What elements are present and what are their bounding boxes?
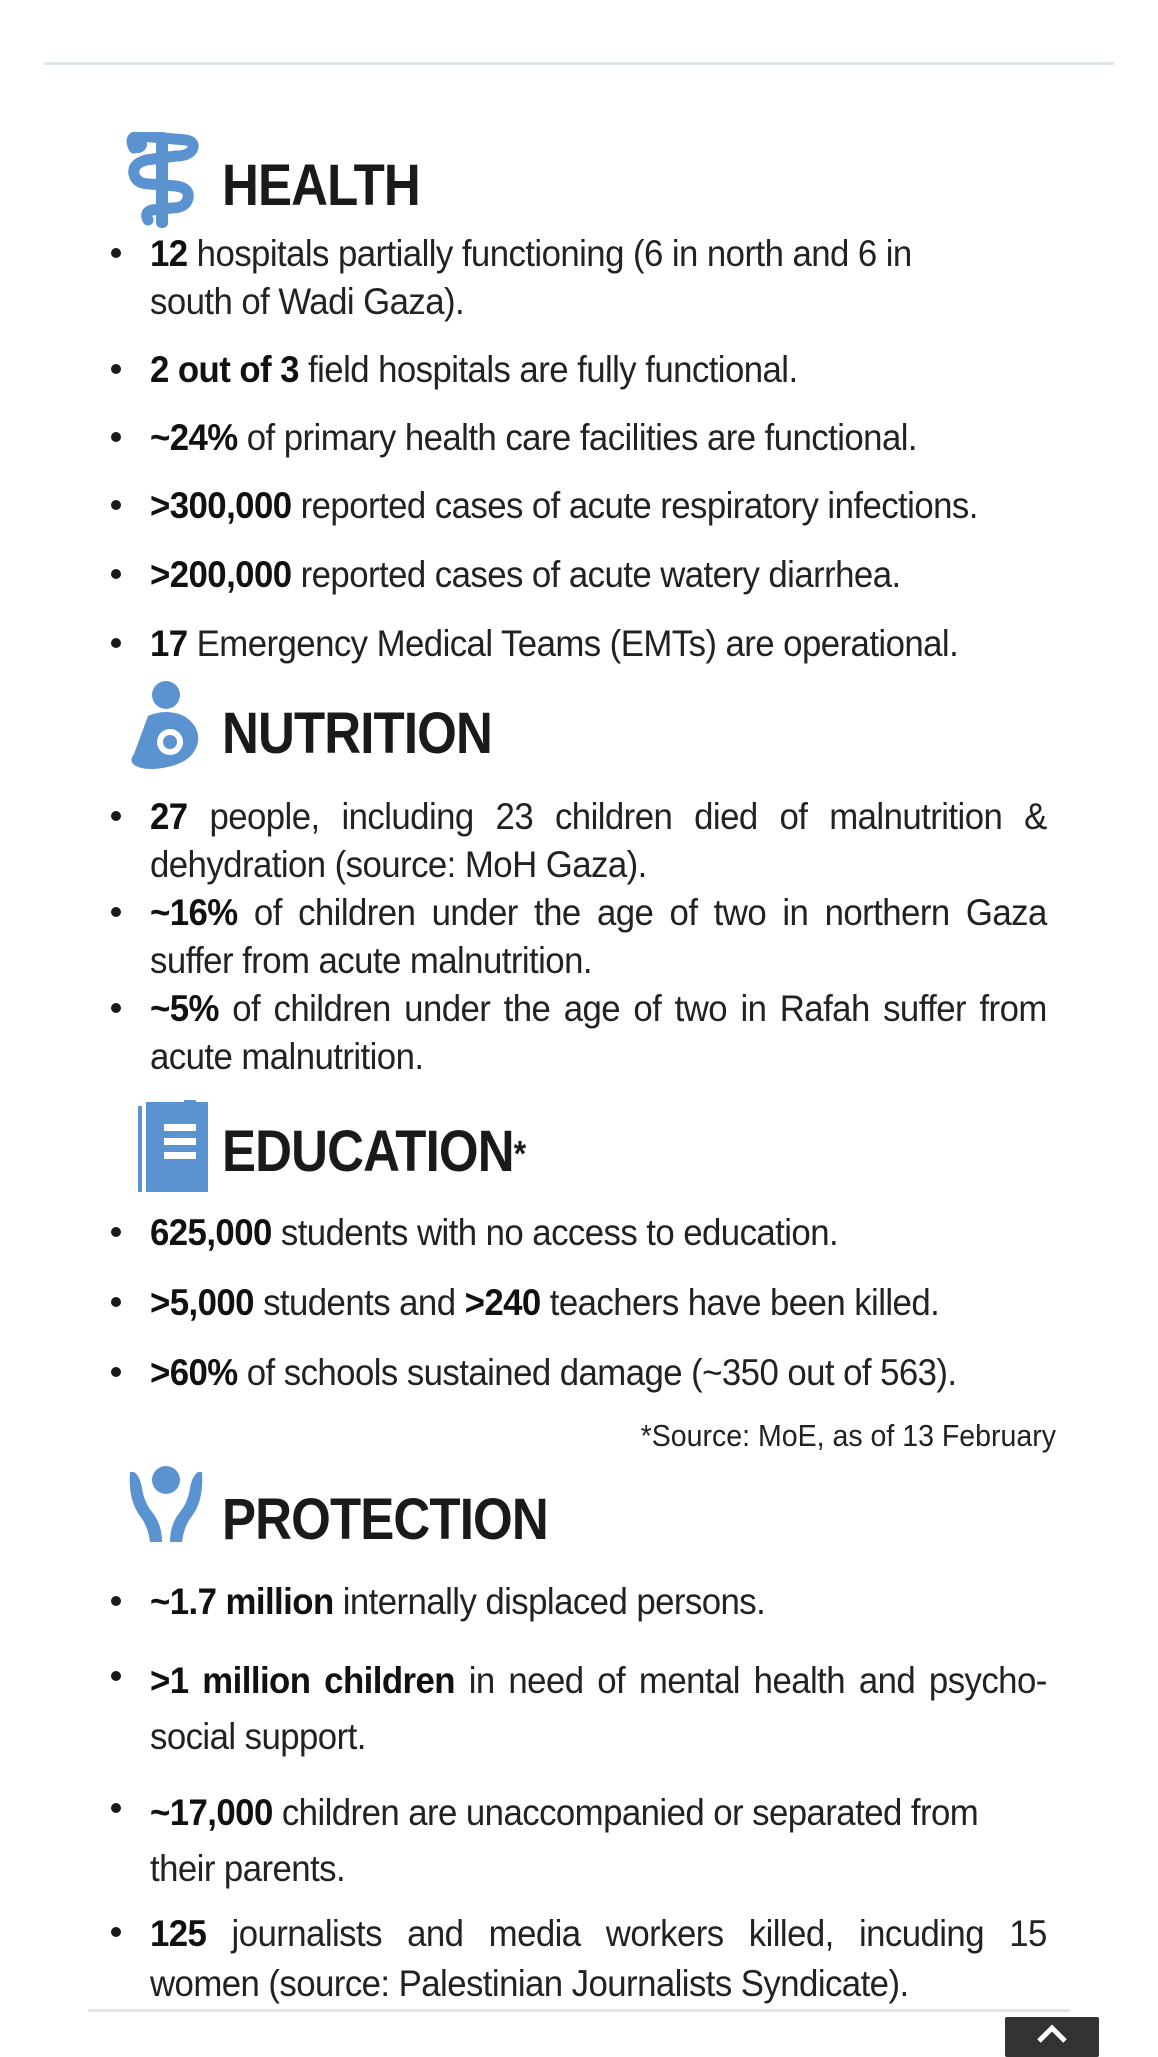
item-text: [150, 1653, 1047, 1765]
item-text: [150, 551, 996, 599]
top-divider: [44, 62, 1114, 65]
item-value: 12: [150, 233, 188, 274]
bullet: [111, 1003, 121, 1013]
item-description: journalists and media workers killed, incuding 15 women (source: Palestinian Journalists Syndicate).: [150, 1913, 1047, 2004]
item-text: [150, 1279, 996, 1327]
bullet: [111, 1803, 121, 1813]
item-value: >300,000: [150, 485, 292, 526]
bullet: [111, 1367, 121, 1377]
protection-title: PROTECTION: [222, 1487, 548, 1552]
bullet: [111, 364, 121, 374]
item-text: [150, 1209, 996, 1257]
protection-hands-icon: [126, 1464, 206, 1549]
item-text: [150, 793, 1047, 889]
item-value-secondary: >240: [464, 1282, 541, 1323]
item-text: [150, 414, 996, 462]
item-description: of schools sustained damage (~350 out of 563).: [237, 1352, 957, 1393]
item-description: internally displaced persons.: [333, 1581, 766, 1622]
item-text: [150, 985, 1047, 1081]
item-value: 2 out of 3: [150, 349, 299, 390]
item-text: [150, 889, 1047, 985]
item-text: [150, 482, 996, 530]
bullet: [111, 1671, 121, 1681]
nutrition-title: NUTRITION: [222, 701, 492, 766]
notebook-icon: [136, 1100, 212, 1199]
bottom-divider: [88, 2009, 1070, 2012]
bullet: [111, 248, 121, 258]
item-value: ~16%: [150, 892, 238, 933]
bullet: [111, 569, 121, 579]
item-value: >200,000: [150, 554, 292, 595]
bullet: [111, 1927, 121, 1937]
caduceus-icon: [126, 132, 200, 233]
item-value: ~1.7 million: [150, 1581, 334, 1622]
item-description: of children under the age of two in northern Gaza suffer from acute malnutrition.: [150, 892, 1047, 981]
item-value: 17: [150, 623, 188, 664]
item-text: [150, 230, 996, 326]
item-description: reported cases of acute watery diarrhea.: [291, 554, 901, 595]
item-description: of children under the age of two in Rafah suffer from acute malnutrition.: [150, 988, 1047, 1077]
item-text: [150, 1349, 996, 1397]
item-value: ~5%: [150, 988, 219, 1029]
bullet: [111, 500, 121, 510]
item-description: people, including 23 children died of malnutrition & dehydration (source: MoH Gaza).: [150, 796, 1047, 885]
bullet: [111, 432, 121, 442]
item-description: in need of mental health and psycho-social support.: [150, 1660, 1047, 1757]
item-value: 125: [150, 1913, 207, 1954]
bullet: [111, 638, 121, 648]
education-footnote-mark: *: [513, 1133, 526, 1174]
health-title: HEALTH: [222, 153, 420, 218]
bullet: [111, 1297, 121, 1307]
education-title-text: EDUCATION: [222, 1119, 514, 1184]
item-description-secondary: teachers have been killed.: [540, 1282, 940, 1323]
item-description: of primary health care facilities are functional.: [237, 417, 917, 458]
item-description: children are unaccompanied or separated from their parents.: [150, 1792, 979, 1889]
item-description: students and: [253, 1282, 465, 1323]
item-value: >5,000: [150, 1282, 254, 1323]
item-description: Emergency Medical Teams (EMTs) are operational.: [187, 623, 959, 664]
scroll-to-top-button[interactable]: [1005, 2017, 1099, 2057]
bullet: [111, 907, 121, 917]
item-text: [150, 1578, 996, 1626]
item-value: 27: [150, 796, 188, 837]
item-description: students with no access to education.: [271, 1212, 839, 1253]
education-source-note: *Source: MoE, as of 13 February: [640, 1418, 1056, 1453]
bullet: [111, 1227, 121, 1237]
item-description: hospitals partially functioning (6 in north and 6 in south of Wadi Gaza).: [150, 233, 912, 322]
item-text: [150, 1909, 1047, 2009]
item-value: >1 million children: [150, 1660, 455, 1701]
item-description: reported cases of acute respiratory infections.: [291, 485, 978, 526]
bullet: [111, 811, 121, 821]
item-text: [150, 620, 996, 668]
item-text: [150, 346, 996, 394]
item-value: ~17,000: [150, 1792, 273, 1833]
education-title: [222, 1120, 525, 1184]
item-value: >60%: [150, 1352, 238, 1393]
item-description: field hospitals are fully functional.: [298, 349, 798, 390]
item-value: 625,000: [150, 1212, 272, 1253]
mother-child-icon: [128, 680, 202, 781]
item-value: ~24%: [150, 417, 238, 458]
item-text: [150, 1785, 996, 1897]
bullet: [111, 1596, 121, 1606]
